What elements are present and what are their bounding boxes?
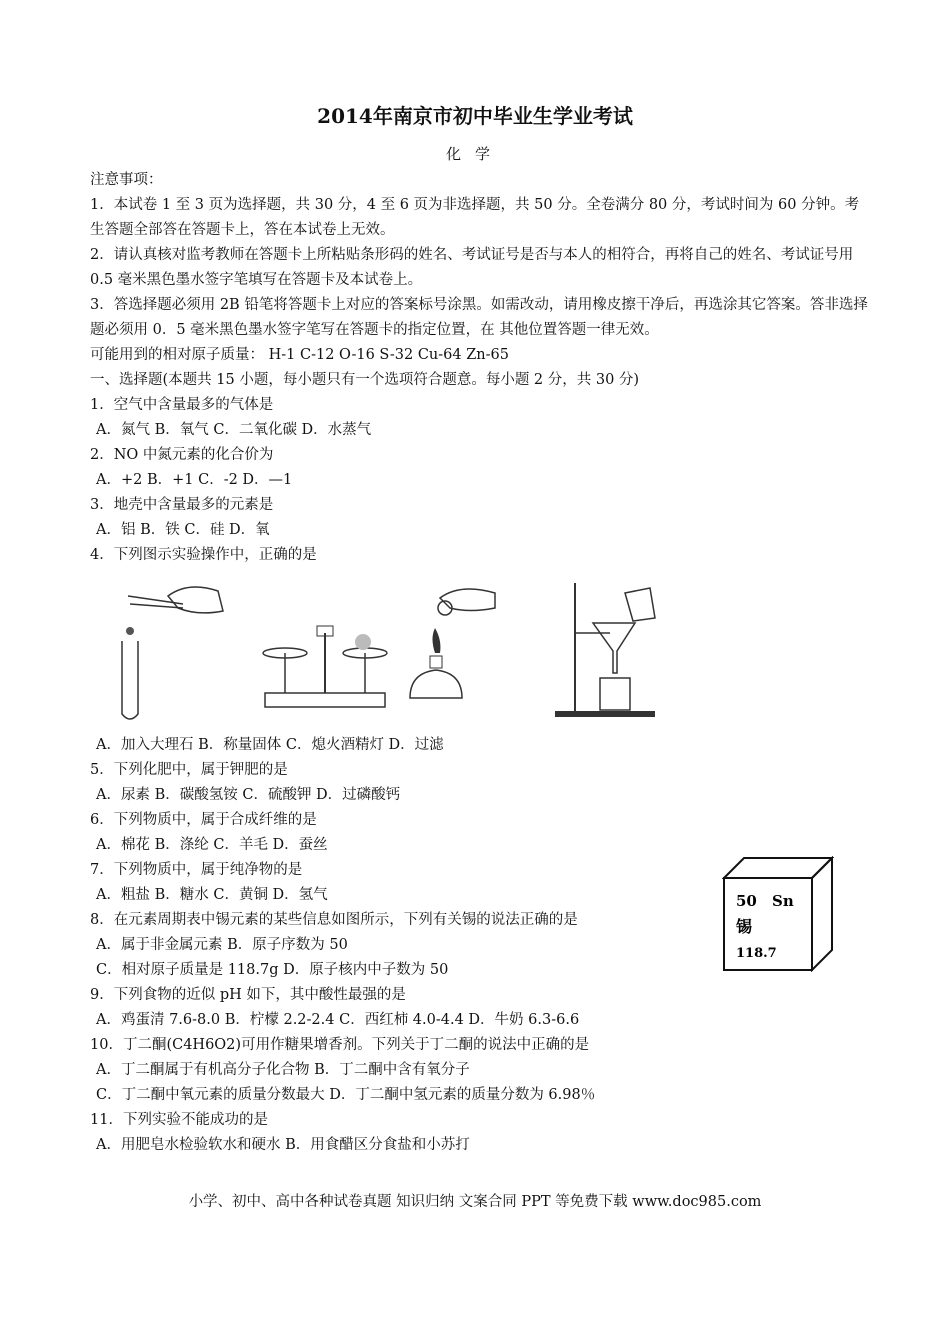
question-4-options: A．加入大理石 B．称量固体 C．熄火酒精灯 D．过滤 (96, 737, 444, 753)
question-1: 1．空气中含量最多的气体是 (90, 397, 274, 413)
question-7: 7．下列物质中，属于纯净物的是 (90, 862, 303, 878)
question-5: 5．下列化肥中，属于钾肥的是 (90, 762, 288, 778)
question-8-options-ab: A．属于非金属元素 B．原子序数为 50 (96, 937, 348, 953)
notice-2: 2．请认真核对监考教师在答题卡上所粘贴条形码的姓名、考试证号是否与本人的相符合，再将自己的姓名、考试证号用 0.5 毫米黑色墨水签字笔填写在答题卡及本试卷上。 (90, 247, 854, 288)
question-2: 2．NO 中氮元素的化合价为 (90, 447, 274, 463)
element-name: 锡 (736, 917, 753, 936)
question-11: 11．下列实验不能成功的是 (90, 1112, 268, 1128)
question-1-options: A．氮气 B．氧气 C．二氧化碳 D．水蒸气 (96, 422, 372, 438)
balance-figure (255, 618, 395, 718)
exam-body (90, 168, 870, 1158)
question-7-options: A．粗盐 B．糖水 C．黄铜 D．氢气 (96, 887, 328, 903)
subject-label: 化学 (445, 145, 504, 163)
question-10-options-ab: A．丁二酮属于有机高分子化合物 B．丁二酮中含有氧分子 (96, 1062, 470, 1078)
atomic-masses: 可能用到的相对原子质量： H-1 C-12 O-16 S-32 Cu-64 Zn-65 (90, 347, 509, 363)
notice-1: 1．本试卷 1 至 3 页为选择题，共 30 分，4 至 6 页为非选择题，共 50 分。全卷满分 80 分，考试时间为 60 分钟。考生答题全部答在答题卡上，答在本试卷上无效。 (90, 197, 860, 238)
question-5-options: A．尿素 B．碳酸氢铵 C．硫酸钾 D．过磷酸钙 (96, 787, 401, 803)
tin-element-card (722, 856, 834, 972)
lab-figures (90, 568, 870, 733)
alcohol-lamp-figure (400, 578, 510, 723)
question-10-options-cd: C．丁二酮中氧元素的质量分数最大 D．丁二酮中氢元素的质量分数为 6.98％ (96, 1087, 596, 1103)
page-title: 2014年南京市初中毕业生学业考试 (317, 104, 633, 128)
question-11-options: A．用肥皂水检验软水和硬水 B．用食醋区分食盐和小苏打 (96, 1137, 470, 1153)
question-9-options: A．鸡蛋清 7.6-8.0 B．柠檬 2.2-2.4 C．西红柿 4.0-4.4 D．牛奶 6.3-6.6 (96, 1012, 580, 1028)
question-8: 8．在元素周期表中锡元素的某些信息如图所示，下列有关锡的说法正确的是 (90, 912, 578, 928)
element-mass: 118.7 (736, 946, 777, 961)
question-4: 4．下列图示实验操作中，正确的是 (90, 547, 317, 563)
test-tube-figure (108, 576, 228, 726)
notice-heading: 注意事项： (90, 172, 163, 188)
element-symbol: Sn (772, 892, 794, 910)
question-3-options: A．铝 B．铁 C．硅 D．氧 (96, 522, 270, 538)
question-3: 3．地壳中含量最多的元素是 (90, 497, 274, 513)
question-2-options: A．+2 B．+1 C．-2 D．—1 (96, 472, 293, 488)
notice-3: 3．答选择题必须用 2B 铅笔将答题卡上对应的答案标号涂黑。如需改动，请用橡皮擦干净后，再选涂其它答案。答非选择题必须用 0．5 毫米黑色墨水签字笔写在答题卡的指定位置，在 其他位置答题一律无效。 (90, 297, 868, 338)
question-8-options-cd: C．相对原子质量是 118.7g D．原子核内中子数为 50 (96, 962, 449, 978)
question-10: 10．丁二酮(C4H6O2)可用作糖果增香剂。下列关于丁二酮的说法中正确的是 (90, 1037, 590, 1053)
page-footer: 小学、初中、高中各种试卷真题 知识归纳 文案合同 PPT 等免费下载 www.doc985.com (188, 1194, 762, 1210)
question-6: 6．下列物质中，属于合成纤维的是 (90, 812, 317, 828)
filtration-figure (545, 573, 665, 723)
question-9: 9．下列食物的近似 pH 如下，其中酸性最强的是 (90, 987, 406, 1003)
element-number: 50 (736, 892, 757, 910)
question-6-options: A．棉花 B．涤纶 C．羊毛 D．蚕丝 (96, 837, 328, 853)
section-heading: 一、选择题(本题共 15 小题，每小题只有一个选项符合题意。每小题 2 分，共 30 分) (90, 372, 640, 388)
